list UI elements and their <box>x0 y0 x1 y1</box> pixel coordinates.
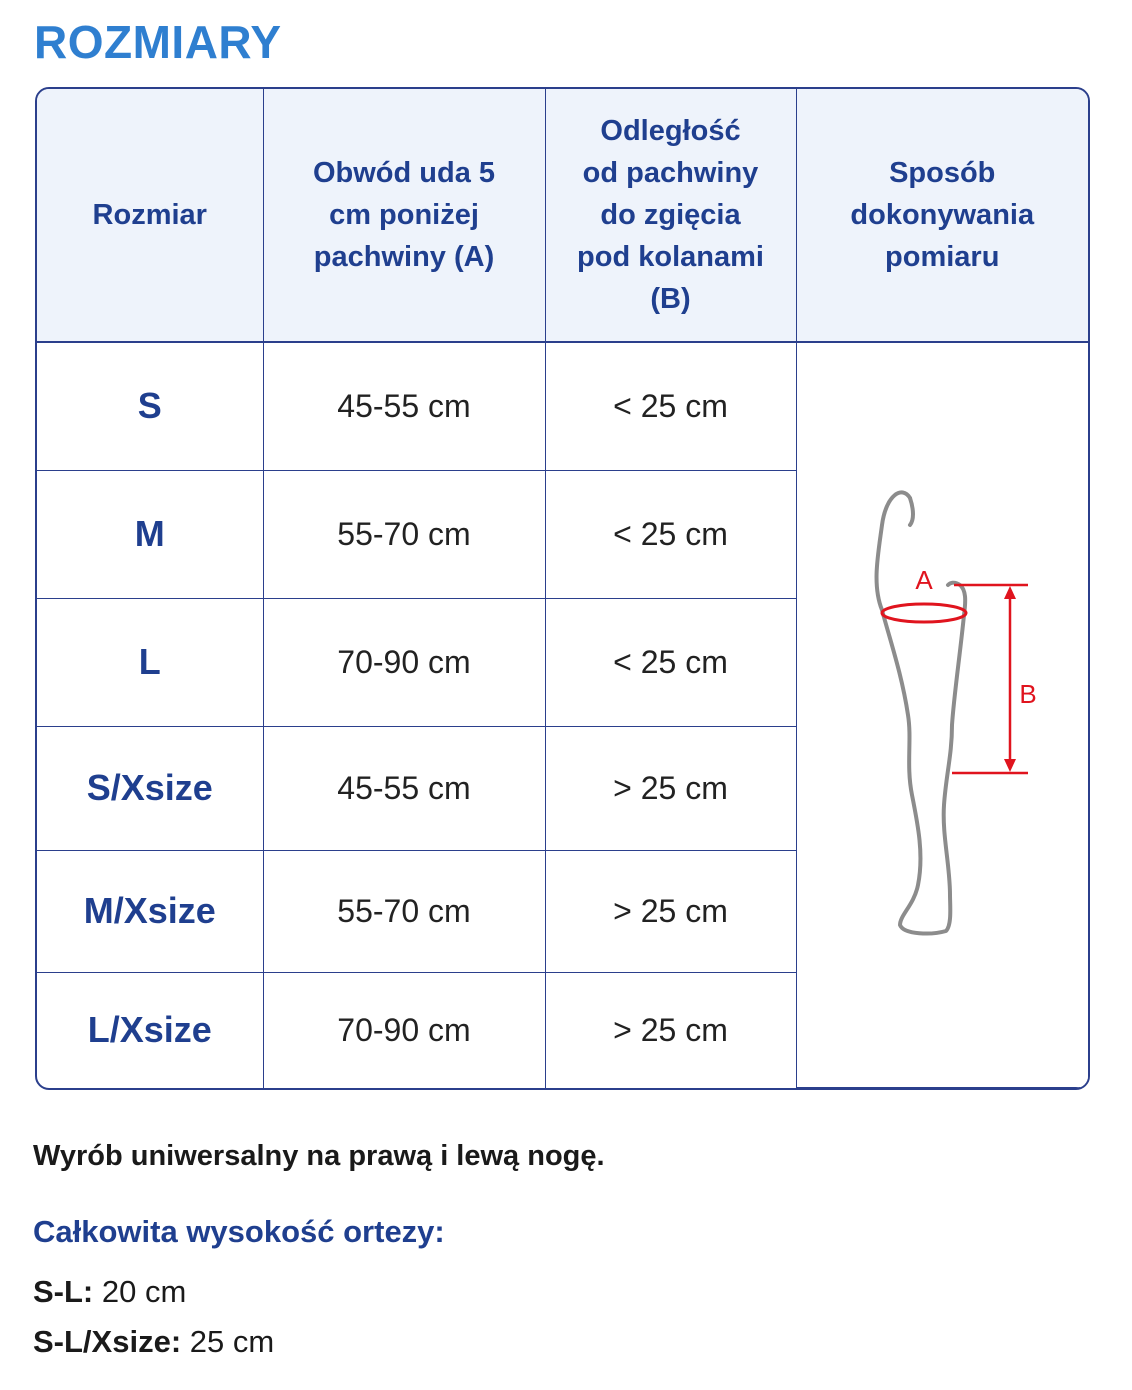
thigh-cell: 45-55 cm <box>263 342 545 470</box>
universal-fit-note: Wyrób uniwersalny na prawą i lewą nogę. <box>33 1140 605 1172</box>
total-height-heading: Całkowita wysokość ortezy: <box>33 1214 445 1249</box>
table-row <box>37 342 1088 470</box>
thigh-cell: 55-70 cm <box>263 470 545 598</box>
size-cell: S/Xsize <box>37 726 263 850</box>
page-title: ROZMIARY <box>34 16 282 68</box>
size-cell: M <box>37 470 263 598</box>
height-line-s-l-xsize <box>33 1322 274 1362</box>
size-cell: L/Xsize <box>37 972 263 1088</box>
size-cell: S <box>37 342 263 470</box>
table-header-row <box>37 89 1088 342</box>
height-key: S-L/Xsize: <box>33 1324 182 1359</box>
distance-cell: > 25 cm <box>545 972 796 1088</box>
label-b: B <box>1019 679 1037 709</box>
thigh-cell: 70-90 cm <box>263 598 545 726</box>
leg-outline-front <box>910 498 913 525</box>
circumference-a-marker <box>882 565 966 622</box>
header-thigh-circumference: Obwód uda 5 cm poniżej pachwiny (A) <box>263 89 545 342</box>
distance-cell: > 25 cm <box>545 850 796 972</box>
leg-outline-inner <box>944 583 966 895</box>
measurement-diagram-cell <box>796 342 1088 1088</box>
size-cell: L <box>37 598 263 726</box>
height-line-s-l <box>33 1272 186 1312</box>
height-value: 20 cm <box>93 1274 187 1309</box>
header-measuring-method: Sposób dokonywania pomiaru <box>796 89 1088 342</box>
thigh-cell: 45-55 cm <box>263 726 545 850</box>
thigh-cell: 70-90 cm <box>263 972 545 1088</box>
leg-measurement-diagram <box>842 465 1042 965</box>
size-table-frame <box>35 87 1090 1090</box>
distance-cell: < 25 cm <box>545 598 796 726</box>
thigh-cell: 55-70 cm <box>263 850 545 972</box>
height-value: 25 cm <box>181 1324 275 1359</box>
height-key: S-L: <box>33 1274 94 1309</box>
leg-outline-back <box>877 492 951 933</box>
size-table <box>37 89 1088 1088</box>
distance-cell: < 25 cm <box>545 342 796 470</box>
header-groin-knee-distance: Odległość od pachwiny do zgięcia pod kolanami (B) <box>545 89 796 342</box>
distance-cell: > 25 cm <box>545 726 796 850</box>
size-cell: M/Xsize <box>37 850 263 972</box>
distance-cell: < 25 cm <box>545 470 796 598</box>
header-size: Rozmiar <box>37 89 263 342</box>
label-a: A <box>915 565 933 595</box>
